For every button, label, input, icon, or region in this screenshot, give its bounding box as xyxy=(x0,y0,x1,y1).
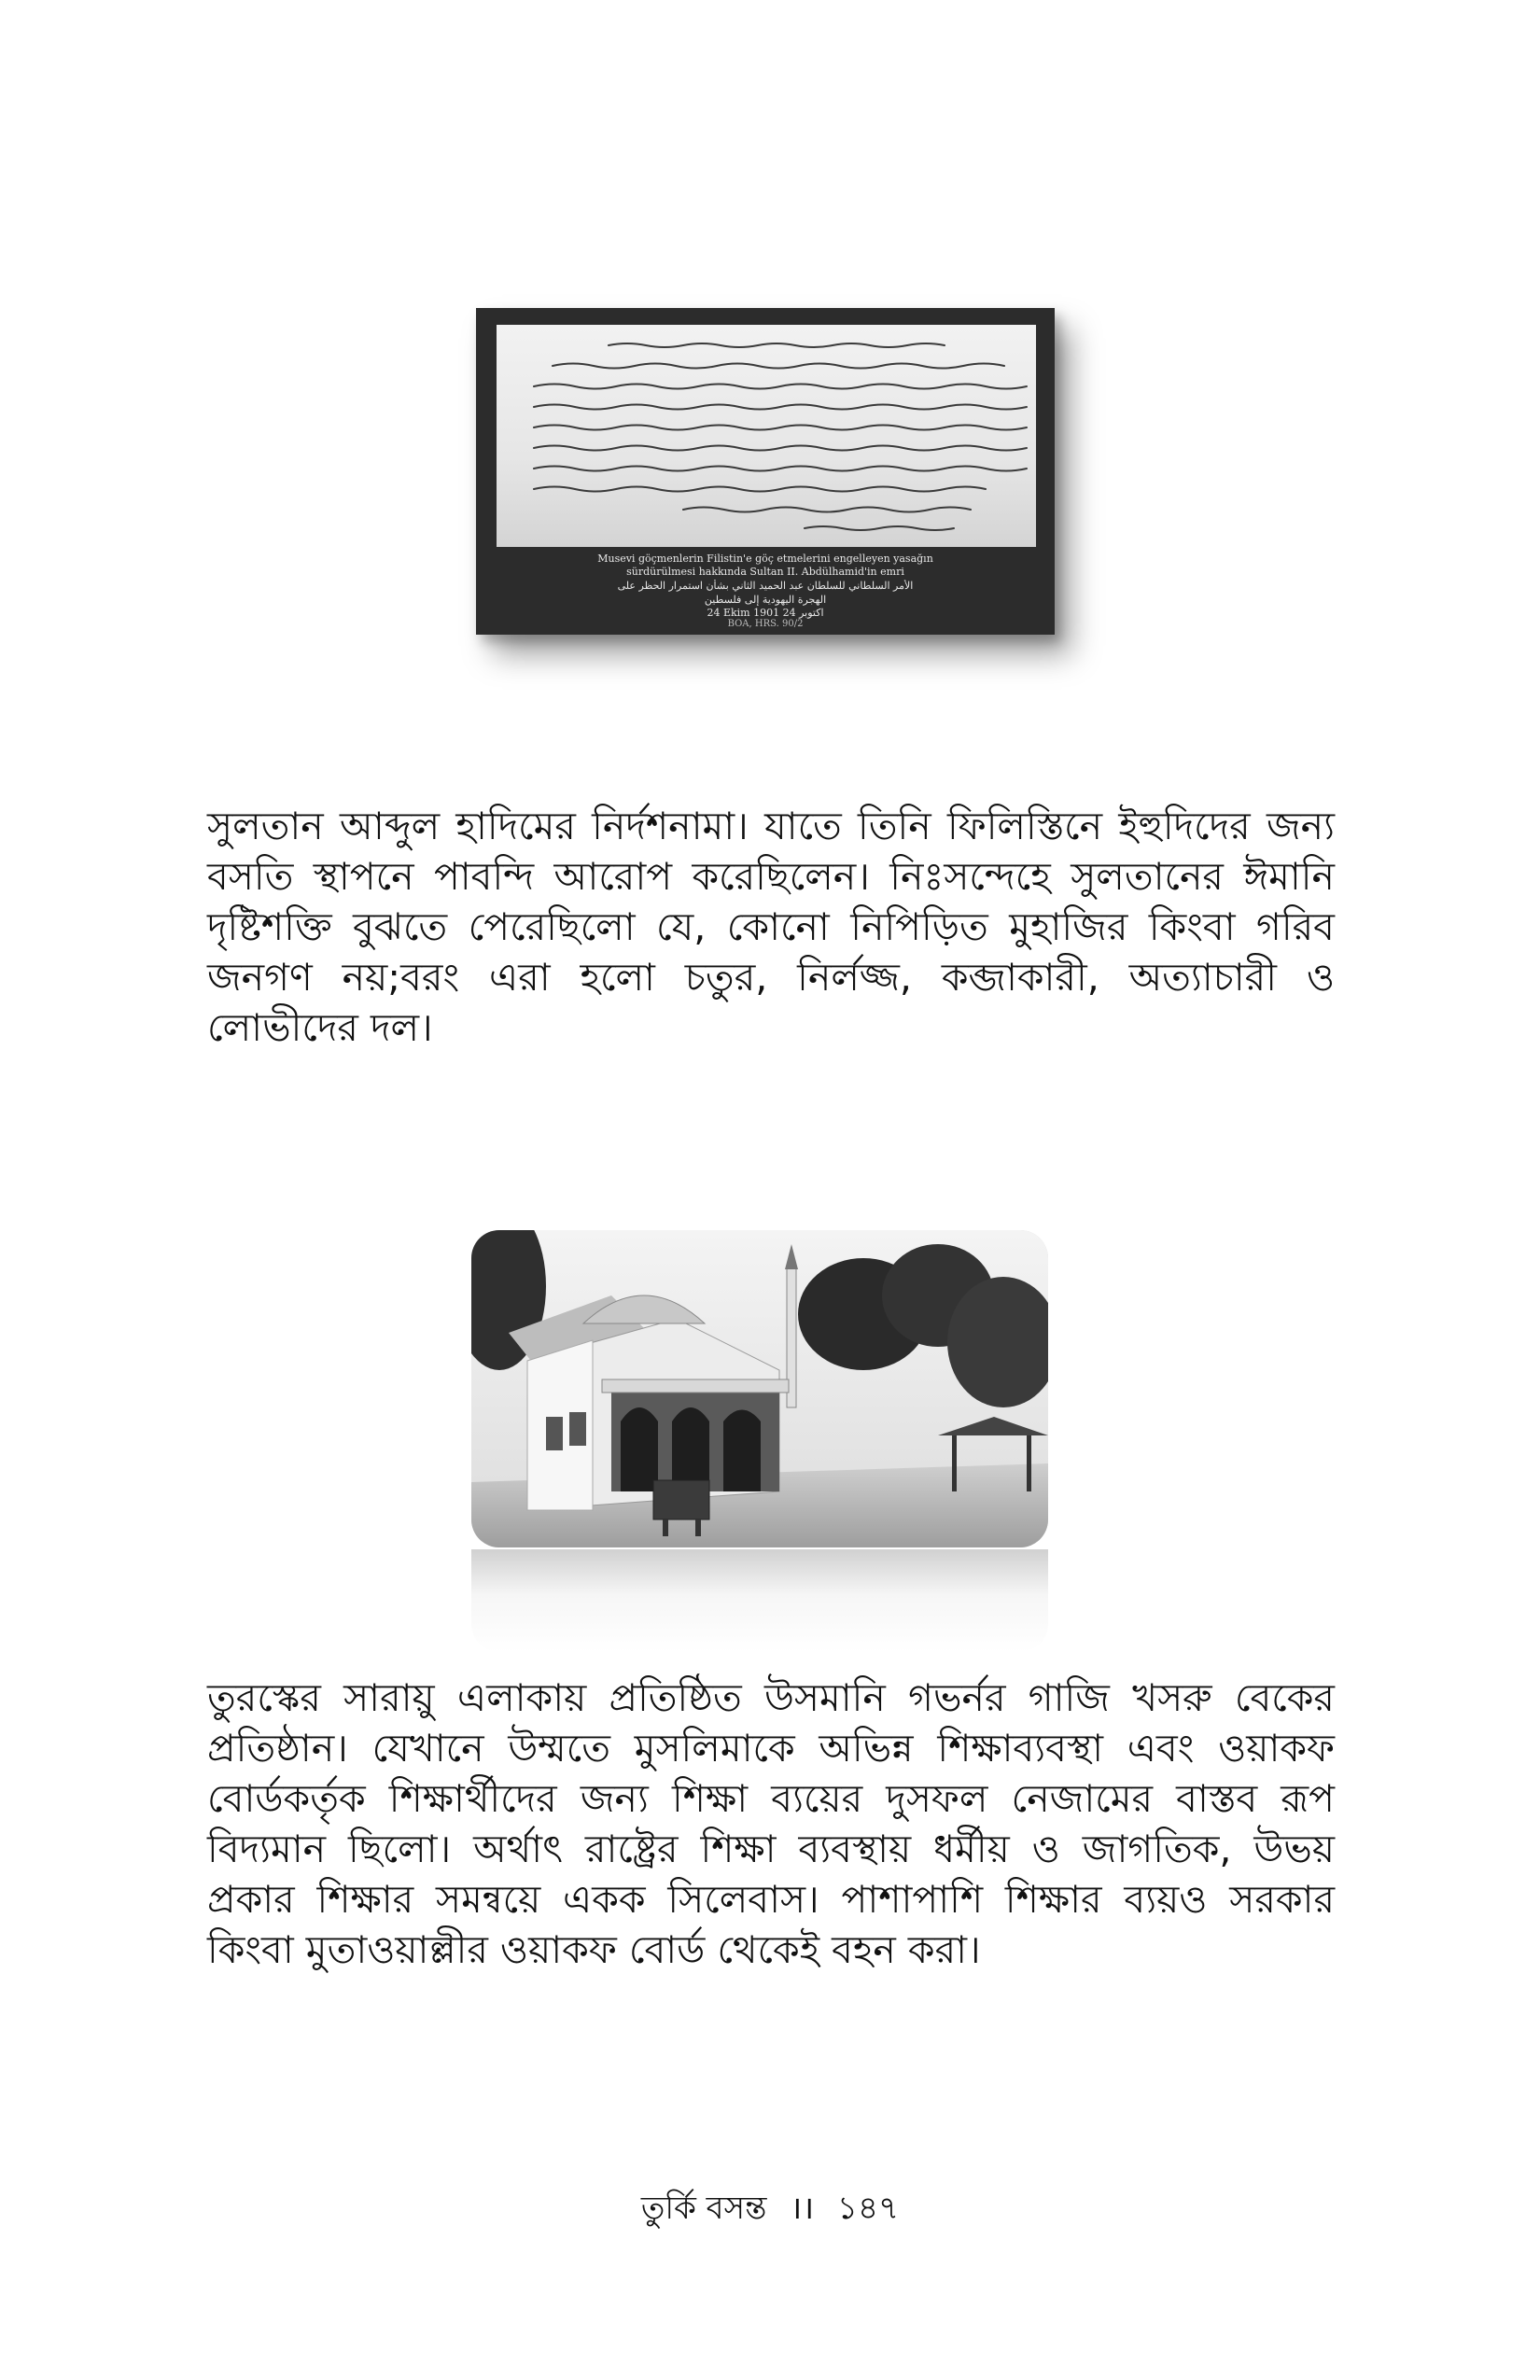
decree-caption-line: الهجرة اليهودية إلى فلسطين xyxy=(704,594,827,606)
book-title: তুর্কি বসন্ত xyxy=(640,2190,767,2227)
decree-caption-line: Musevi göçmenlerin Filistin'e göç etmelerini engelleyen yasağın xyxy=(597,553,933,565)
decree-caption-line: 24 Ekim 1901 اكتوبر 24 xyxy=(707,607,824,619)
mosque-illustration xyxy=(471,1230,1048,1547)
decree-handwriting xyxy=(497,325,1036,547)
page-footer xyxy=(0,2184,1540,2237)
mosque-photo xyxy=(471,1230,1048,1547)
mosque-photo-reflection xyxy=(471,1549,1048,1652)
decree-photo xyxy=(476,308,1055,635)
paragraph-decree-description: সুলতান আব্দুল হাদিমের নির্দশনামা। যাতে তিনি ফিলিস্তিনে ইহুদিদের জন্য বসতি স্থাপনে পাবন্দি আরোপ করেছিলেন। নিঃসন্দেহে সুলতানের ঈমানি দৃষ্টিশক্তি বুঝতে পেরেছিলো যে, কোনো নিপিড়িত মুহাজির কিংবা গরিব জনগণ নয়;বরং এরা হলো চতুর, নির্লজ্জ, কব্জাকারী, অত্যাচারী ও লোভীদের দল। xyxy=(207,804,1335,1050)
decree-caption-line: الأمر السلطاني للسلطان عبد الحميد الثاني بشأن استمرار الحظر على xyxy=(617,580,914,592)
paragraph-institution-description: তুরস্কের সারায়ু এলাকায় প্রতিষ্ঠিত উসমানি গভর্নর গাজি খসরু বেকের প্রতিষ্ঠান। যেখানে উম্মতে মুসলিমাকে অভিন্ন শিক্ষাব্যবস্থা এবং ওয়াকফ বোর্ডকর্তৃক শিক্ষার্থীদের জন্য শিক্ষা ব্যয়ের দুসফল নেজামের বাস্তব রূপ বিদ্যমান ছিলো। অর্থাৎ রাষ্ট্রের শিক্ষা ব্যবস্থায় ধর্মীয় ও জাগতিক, উভয় প্রকার শিক্ষার সমন্বয়ে একক সিলেবাস। পাশাপাশি শিক্ষার ব্যয়ও সরকার কিংবা মুতাওয়াল্লীর ওয়াকফ বোর্ড থেকেই বহন করা। xyxy=(207,1675,1335,1972)
decree-caption-line: sürdürülmesi hakkında Sultan II. Abdülhamid'in emri xyxy=(626,566,904,578)
page-number: ১৪৭ xyxy=(836,2190,900,2227)
footer-separator: ।। xyxy=(790,2190,815,2227)
decree-caption-line: BOA, HRS. 90/2 xyxy=(727,619,804,629)
handwriting-lines xyxy=(497,325,1036,547)
